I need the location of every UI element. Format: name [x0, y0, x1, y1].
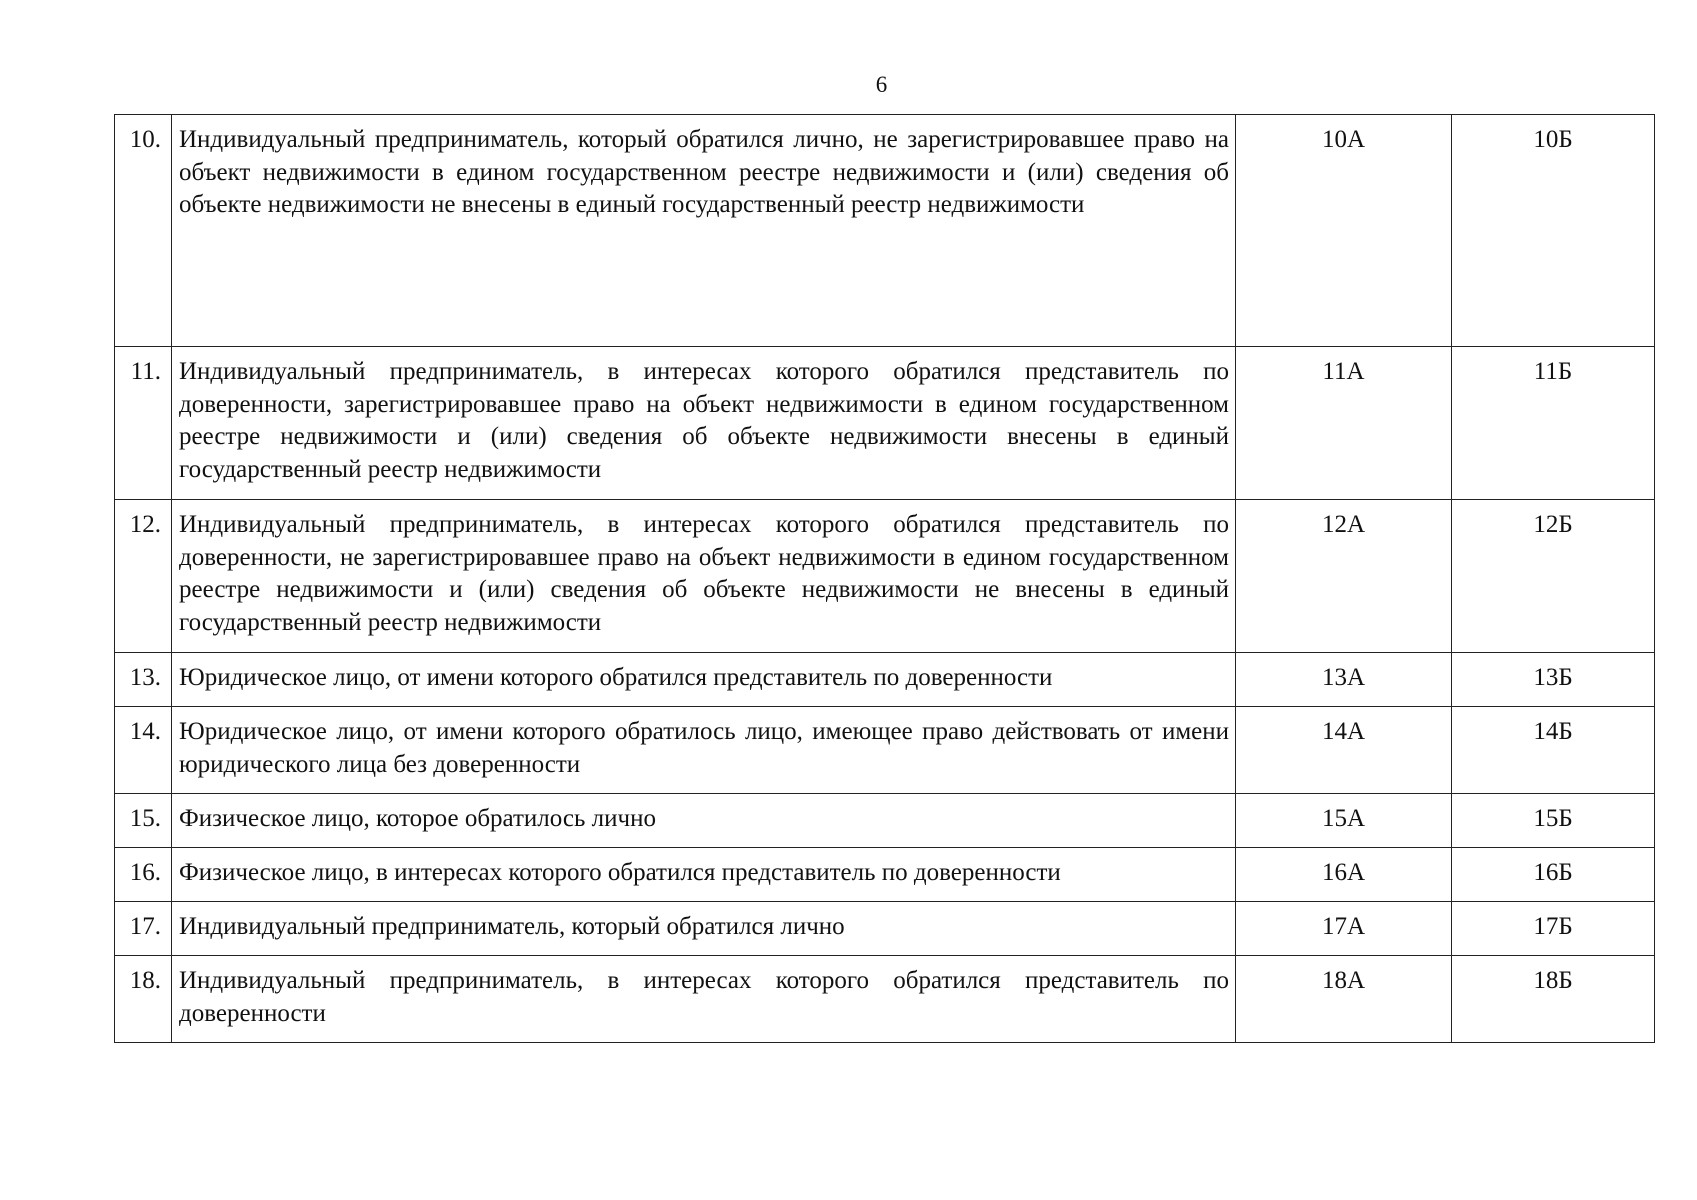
row-code-a: 18А [1236, 956, 1452, 1043]
row-code-a: 16А [1236, 848, 1452, 902]
row-description: Юридическое лицо, от имени которого обратилось лицо, имеющее право действовать от имени юридического лица без доверенности [172, 707, 1236, 794]
row-code-b: 15Б [1452, 794, 1655, 848]
row-description: Индивидуальный предприниматель, в интересах которого обратился представитель по доверенности [172, 956, 1236, 1043]
row-number: 10. [115, 115, 172, 347]
row-code-a: 14А [1236, 707, 1452, 794]
row-description: Физическое лицо, в интересах которого обратился представитель по доверенности [172, 848, 1236, 902]
table-row [115, 794, 1655, 848]
row-number: 16. [115, 848, 172, 902]
row-code-b: 18Б [1452, 956, 1655, 1043]
table-row [115, 707, 1655, 794]
row-code-b: 13Б [1452, 653, 1655, 707]
row-number: 12. [115, 500, 172, 653]
row-code-b: 10Б [1452, 115, 1655, 347]
table-row [115, 347, 1655, 500]
row-code-b: 11Б [1452, 347, 1655, 500]
row-code-a: 13А [1236, 653, 1452, 707]
table-row [115, 848, 1655, 902]
row-code-a: 17А [1236, 902, 1452, 956]
row-description: Индивидуальный предприниматель, который обратился лично [172, 902, 1236, 956]
table-row [115, 115, 1655, 347]
row-number: 13. [115, 653, 172, 707]
row-code-b: 12Б [1452, 500, 1655, 653]
row-number: 14. [115, 707, 172, 794]
row-code-b: 16Б [1452, 848, 1655, 902]
row-description: Индивидуальный предприниматель, в интересах которого обратился представитель по доверенности, зарегистрировавшее право на объект недвижимости в едином государственном реестре недвижимости и (или) сведения об объекте недвижимости внесены в единый государственный реестр недвижимости [172, 347, 1236, 500]
row-code-a: 11А [1236, 347, 1452, 500]
row-code-a: 10А [1236, 115, 1452, 347]
row-description: Физическое лицо, которое обратилось лично [172, 794, 1236, 848]
table-row [115, 500, 1655, 653]
applicant-codes-table [114, 114, 1655, 1043]
row-number: 17. [115, 902, 172, 956]
table-row [115, 956, 1655, 1043]
row-number: 11. [115, 347, 172, 500]
row-description: Индивидуальный предприниматель, который обратился лично, не зарегистрировавшее право на объект недвижимости в едином государственном реестре недвижимости и (или) сведения об объекте недвижимости не внесены в единый государственный реестр недвижимости [172, 115, 1236, 347]
row-description: Индивидуальный предприниматель, в интересах которого обратился представитель по доверенности, не зарегистрировавшее право на объект недвижимости в едином государственном реестре недвижимости и (или) сведения об объекте недвижимости не внесены в единый государственный реестр недвижимости [172, 500, 1236, 653]
row-code-b: 14Б [1452, 707, 1655, 794]
row-code-a: 12А [1236, 500, 1452, 653]
row-code-b: 17Б [1452, 902, 1655, 956]
table-row [115, 653, 1655, 707]
table-row [115, 902, 1655, 956]
page-number: 6 [875, 72, 888, 97]
row-number: 15. [115, 794, 172, 848]
row-code-a: 15А [1236, 794, 1452, 848]
row-description: Юридическое лицо, от имени которого обратился представитель по доверенности [172, 653, 1236, 707]
row-number: 18. [115, 956, 172, 1043]
